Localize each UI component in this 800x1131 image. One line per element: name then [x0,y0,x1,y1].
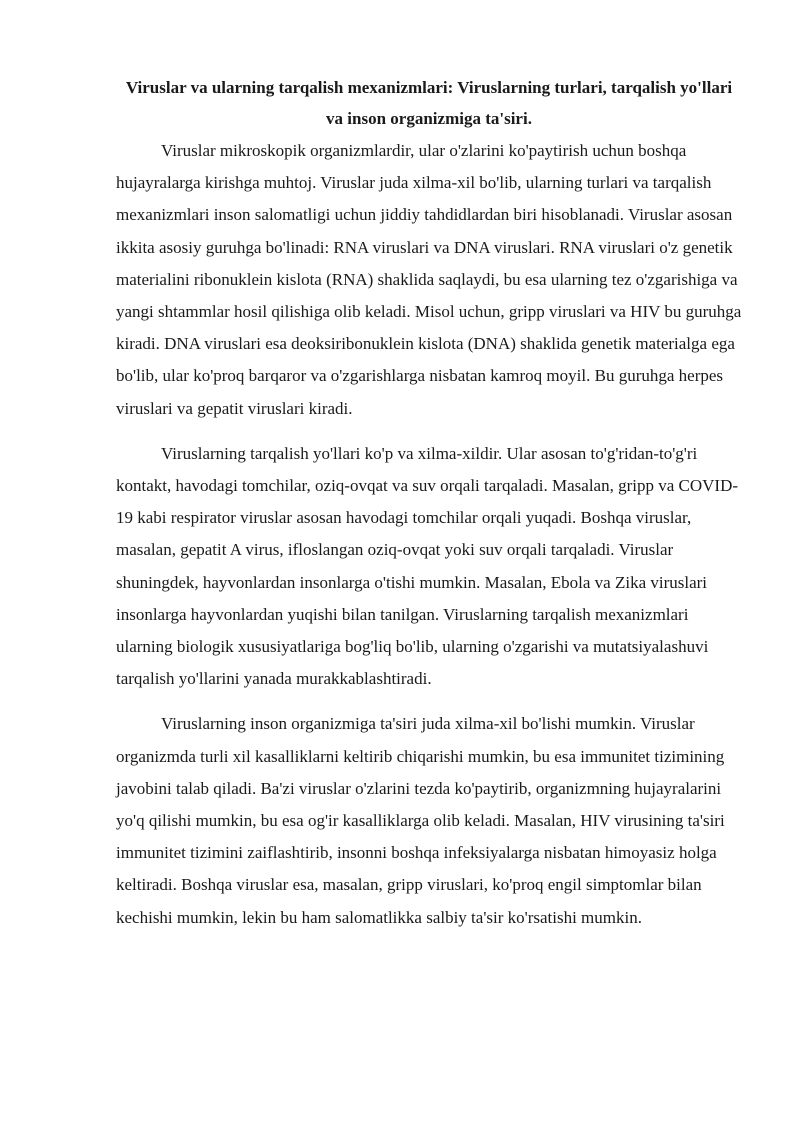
paragraph-3: Viruslarning inson organizmiga ta'siri juda xilma-xil bo'lishi mumkin. Viruslar organizmda turli xil kasalliklarni keltirib chiqarishi mumkin, bu esa immunitet tizimining javobini talab qiladi. Ba'zi viruslar o'zlarini tezda ko'paytirib, organizmning hujayralarini yo'q qilishi mumkin, bu esa og'ir kasalliklarga olib keladi. Masalan, HIV virusining ta'siri immunitet tizimini zaiflashtirib, insonni boshqa infeksiyalarga nisbatan himoyasiz holga keltiradi. Boshqa viruslar esa, masalan, gripp viruslari, ko'proq engil simptomlar bilan kechishi mumkin, lekin bu ham salomatlikka salbiy ta'sir ko'rsatishi mumkin. [116,714,725,927]
document-body [116,72,742,934]
document-title: Viruslar va ularning tarqalish mexanizmlari: Viruslarning turlari, tarqalish yo'llari va inson organizmiga ta'siri. [125,78,733,128]
paragraph-2: Viruslarning tarqalish yo'llari ko'p va xilma-xildir. Ular asosan to'g'ridan-to'g'ri kontakt, havodagi tomchilar, oziq-ovqat va suv orqali tarqaladi. Masalan, gripp va COVID-19 kabi respirator viruslar asosan havodagi tomchilar orqali yuqadi. Boshqa viruslar, masalan, gepatit A virus, ifloslangan oziq-ovqat yoki suv orqali tarqaladi. Viruslar shuningdek, hayvonlardan insonlarga o'tishi mumkin. Masalan, Ebola va Zika viruslari insonlarga hayvonlardan yuqishi bilan tanilgan. Viruslarning tarqalish mexanizmlari ularning biologik xususiyatlariga bog'liq bo'lib, ularning o'zgarishi va mutatsiyalashuvi tarqalish yo'llarini yanada murakkablashtiradi. [116,443,739,689]
paragraph-1: Viruslar mikroskopik organizmlardir, ular o'zlarini ko'paytirish uchun boshqa hujayralarga kirishga muhtoj. Viruslar juda xilma-xil bo'lib, ularning turlari va tarqalish mexanizmlari inson salomatligi uchun jiddiy tahdidlardan biri hisoblanadi. Viruslar asosan ikkita asosiy guruhga bo'linadi: RNA viruslari va DNA viruslari. RNA viruslari o'z genetik materialini ribonuklein kislota (RNA) shaklida saqlaydi, bu esa ularning tez o'zgarishiga va yangi shtammlar hosil qilishiga olib keladi. Misol uchun, gripp viruslari va HIV bu guruhga kiradi. DNA viruslari esa deoksiribonuklein kislota (DNA) shaklida genetik materialga ega bo'lib, ular ko'proq barqaror va o'zgarishlarga nisbatan kamroq moyil. Bu guruhga herpes viruslari va gepatit viruslari kiradi. [116,141,742,418]
